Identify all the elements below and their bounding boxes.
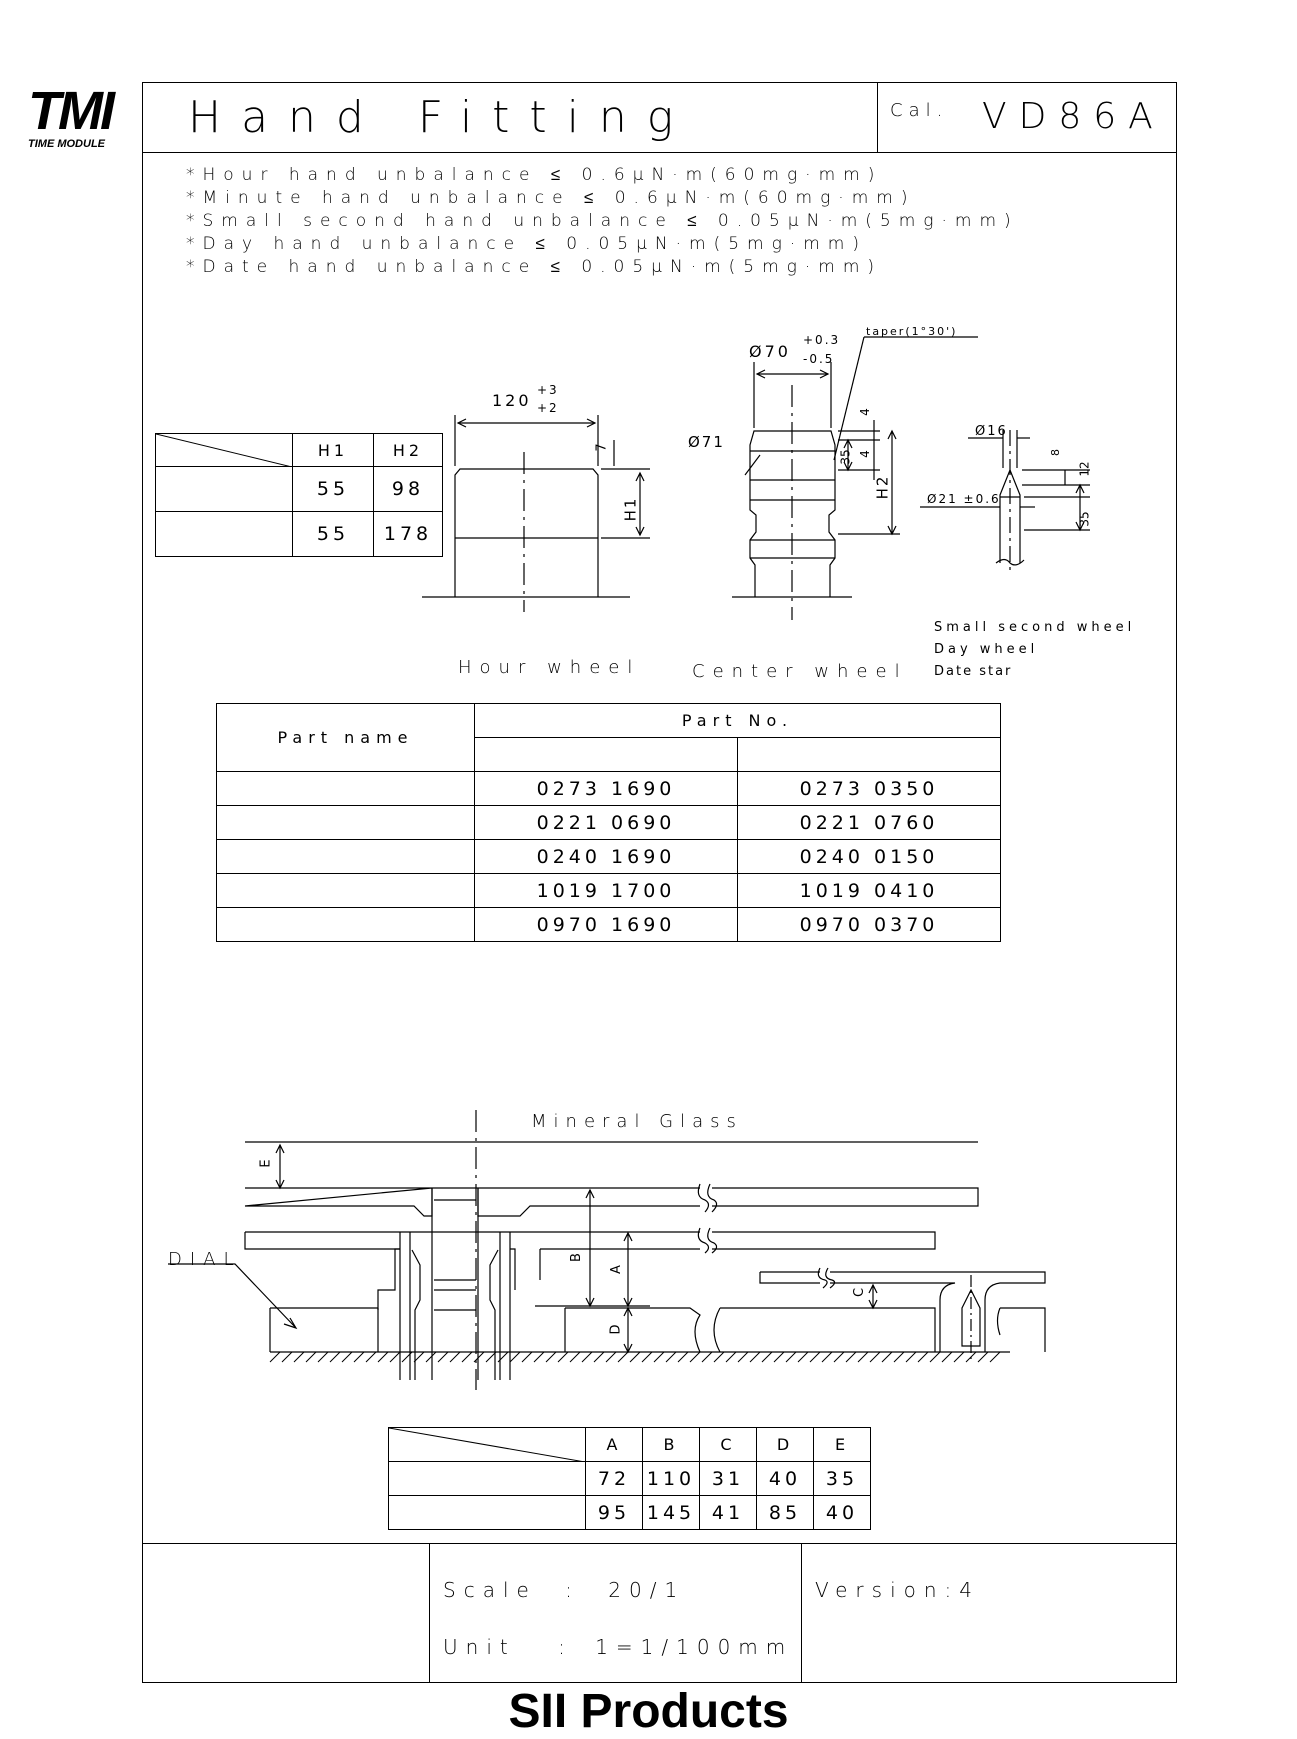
table-cell: 0273 1690 bbox=[475, 772, 738, 806]
title-block-col-divider bbox=[801, 1543, 802, 1682]
dim-d: D bbox=[608, 1324, 624, 1335]
table-cell: 110 bbox=[643, 1462, 700, 1496]
table-cell: 35 bbox=[814, 1462, 871, 1496]
dim-120: 120 bbox=[492, 391, 532, 410]
dim-12: 12 bbox=[1077, 461, 1092, 477]
ground-hatching bbox=[270, 1352, 1000, 1362]
dim-d71: Ø71 bbox=[688, 433, 725, 451]
table-cell: 41 bbox=[700, 1496, 757, 1530]
tol-70-minus: -0.5 bbox=[803, 352, 835, 366]
table-cell: 145 bbox=[643, 1496, 700, 1530]
table-row bbox=[389, 1428, 871, 1462]
note-line: *Date hand unbalance ≤ 0.05μN·m(5mg·mm) bbox=[186, 257, 883, 277]
note-line: *Hour hand unbalance ≤ 0.6μN·m(60mg·mm) bbox=[186, 165, 883, 185]
label-day-wheel: Day wheel bbox=[934, 642, 1039, 657]
dim-d16: Ø16 bbox=[975, 424, 1008, 439]
table-row bbox=[217, 806, 1001, 840]
table-row bbox=[217, 704, 1001, 738]
table-cell: 0221 0760 bbox=[738, 806, 1001, 840]
label-small-second-wheel: Small second wheel bbox=[934, 620, 1136, 635]
dim-b: B bbox=[568, 1253, 584, 1262]
dim-8: 8 bbox=[1049, 449, 1062, 456]
logo-mark: TMI bbox=[28, 81, 112, 141]
dim-7: 7 bbox=[594, 443, 610, 452]
scale-field bbox=[443, 1578, 685, 1602]
note-line: *Day hand unbalance ≤ 0.05μN·m(5mg·mm) bbox=[186, 234, 867, 254]
unit-label: Unit bbox=[443, 1635, 516, 1659]
cal-label: Cal. bbox=[890, 100, 949, 121]
wheel-drawings bbox=[0, 0, 1297, 700]
footer-brand: SII Products bbox=[508, 1685, 789, 1738]
dim-a: A bbox=[608, 1265, 624, 1274]
col-header: C bbox=[700, 1428, 757, 1462]
table-row bbox=[217, 772, 1001, 806]
table-cell: 0970 1690 bbox=[475, 908, 738, 942]
table-cell: 85 bbox=[757, 1496, 814, 1530]
version-field: Version:4 bbox=[815, 1578, 981, 1602]
table-cell: 95 bbox=[586, 1496, 643, 1530]
unit-value: 1=1/100mm bbox=[595, 1635, 794, 1659]
col-header: B bbox=[643, 1428, 700, 1462]
dim-4a: 4 bbox=[857, 408, 872, 416]
table-row bbox=[217, 908, 1001, 942]
table-cell: 31 bbox=[700, 1462, 757, 1496]
table-cell: 1019 0410 bbox=[738, 874, 1001, 908]
table-cell: 40 bbox=[814, 1496, 871, 1530]
unit-field bbox=[443, 1635, 793, 1659]
title-block-divider bbox=[142, 1543, 1176, 1544]
abcde-table bbox=[388, 1427, 871, 1530]
table-cell: 0273 0350 bbox=[738, 772, 1001, 806]
dim-35a: 35 bbox=[838, 449, 853, 465]
taper-label: taper(1°30') bbox=[866, 325, 958, 338]
dim-4b: 4 bbox=[857, 450, 872, 458]
table-cell: 55 bbox=[293, 512, 374, 557]
table-cell: 1019 1700 bbox=[475, 874, 738, 908]
dim-h1: H1 bbox=[621, 496, 640, 522]
unit-sep: : bbox=[558, 1635, 573, 1659]
center-wheel-drawing bbox=[732, 337, 978, 620]
h1-header: H1 bbox=[293, 434, 374, 467]
scale-value: 20/1 bbox=[608, 1578, 686, 1602]
part-no-header: Part No. bbox=[475, 704, 1001, 738]
dial-label: DIAL bbox=[168, 1249, 242, 1270]
hour-wheel-drawing bbox=[422, 415, 650, 612]
label-date-star: Date star bbox=[934, 664, 1013, 679]
note-line: *Small second hand unbalance ≤ 0.05μN·m(5mg·mm) bbox=[186, 211, 1019, 231]
table-cell: 0970 0370 bbox=[738, 908, 1001, 942]
table-cell: 0240 0150 bbox=[738, 840, 1001, 874]
tol-120-plus: +3 bbox=[537, 383, 559, 397]
table-cell: 0221 0690 bbox=[475, 806, 738, 840]
dim-e: E bbox=[258, 1159, 274, 1168]
table-cell: 178 bbox=[374, 512, 443, 557]
tol-70-plus: +0.3 bbox=[803, 333, 841, 347]
page-title: Hand Fitting bbox=[188, 92, 694, 143]
table-row bbox=[217, 874, 1001, 908]
dim-c: C bbox=[852, 1287, 868, 1298]
table-row bbox=[217, 840, 1001, 874]
table-cell: 40 bbox=[757, 1462, 814, 1496]
col-header: A bbox=[586, 1428, 643, 1462]
dim-h2: H2 bbox=[873, 474, 892, 500]
col-header: D bbox=[757, 1428, 814, 1462]
h2-header: H2 bbox=[374, 434, 443, 467]
dim-d21: Ø21 ±0.6 bbox=[927, 492, 1001, 506]
tol-120-minus: +2 bbox=[537, 401, 559, 415]
label-hour-wheel: Hour wheel bbox=[458, 657, 641, 678]
diagonal-cell bbox=[389, 1428, 586, 1462]
dim-d70: Ø70 bbox=[749, 342, 791, 361]
cal-value: VD86A bbox=[982, 96, 1165, 137]
table-cell: 72 bbox=[586, 1462, 643, 1496]
title-block-col-divider bbox=[429, 1543, 430, 1682]
dim-35b: 35 bbox=[1077, 511, 1092, 527]
logo-subtitle: TIME MODULE bbox=[28, 138, 105, 150]
table-cell: 55 bbox=[293, 467, 374, 512]
col-header: E bbox=[814, 1428, 871, 1462]
table-row bbox=[389, 1462, 871, 1496]
table-cell: 98 bbox=[374, 467, 443, 512]
note-line: *Minute hand unbalance ≤ 0.6μN·m(60mg·mm) bbox=[186, 188, 916, 208]
part-name-header: Part name bbox=[217, 704, 475, 772]
scale-label: Scale bbox=[443, 1578, 537, 1602]
mineral-glass-label: Mineral Glass bbox=[531, 1111, 743, 1132]
scale-sep: : bbox=[565, 1578, 580, 1602]
table-row bbox=[389, 1496, 871, 1530]
table-cell: 0240 1690 bbox=[475, 840, 738, 874]
label-center-wheel: Center wheel bbox=[692, 661, 908, 682]
parts-table bbox=[216, 703, 1001, 942]
